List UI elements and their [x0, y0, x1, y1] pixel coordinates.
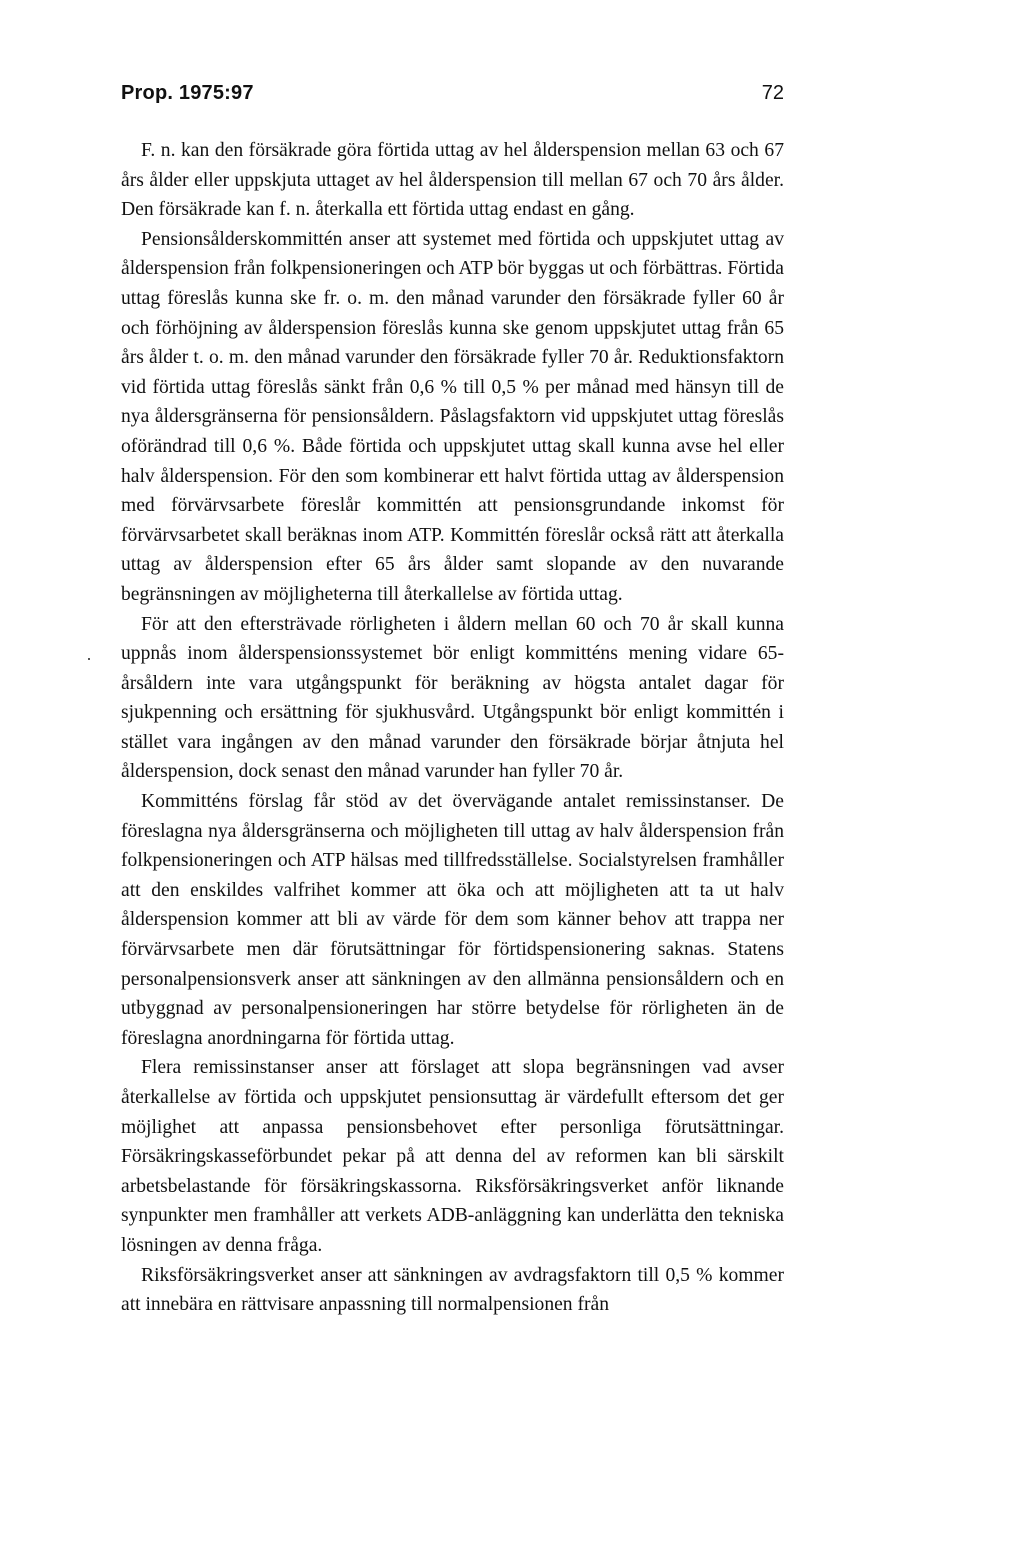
page-number: 72: [761, 82, 784, 104]
page-header: [121, 82, 784, 112]
paragraph: Flera remissinstanser anser att förslaget att slopa begränsningen vad avser återkallelse av förtida och uppskjutet pensionsuttag är värdefullt eftersom det ger möjlighet att anpassa pensionsbehovet efter personliga förutsättningar. Försäkringskasseförbundet pekar på att denna del av reformen kan bli särskilt arbetsbelastande för försäkringskassorna. Riksförsäkringsverket anför liknande synpunkter men framhåller att verkets ADB-anläggning kan underlätta den tekniska lösningen av denna fråga.: [121, 1057, 784, 1256]
scan-speck: [88, 658, 90, 660]
paragraph: För att den eftersträvade rörligheten i åldern mellan 60 och 70 år skall kunna uppnås inom ålderspensionssystemet bör enligt kommitténs mening vidare 65-årsåldern inte vara utgångspunkt för beräkning av högsta antalet dagar för sjukpenning och ersättning för sjukhusvård. Utgångspunkt bör enligt kommittén i stället vara ingången av den månad varunder den försäkrade börjar åtnjuta hel ålderspension, dock senast den månad varunder han fyller 70 år.: [121, 613, 784, 783]
paragraph: Kommitténs förslag får stöd av det övervägande antalet remissinstanser. De föreslagna nya åldersgränserna och möjligheten till uttag av halv ålderspension från folkpensioneringen och ATP hälsas med tillfredsställelse. Socialstyrelsen framhåller att den enskildes valfrihet kommer att öka och att möjligheten att ta ut halv ålderspension kommer att bli av värde för dem som känner behov att trappa ner förvärvsarbete men där förutsättningar för förtidspensionering saknas. Statens personalpensionsverk anser att sänkningen av den allmänna pensionsåldern och en utbyggnad av personalpensioneringen har större betydelse för rörligheten än de föreslagna anordningarna för förtida uttag.: [121, 791, 784, 1049]
body-text: [121, 136, 784, 1320]
paragraph: Pensionsålderskommittén anser att systemet med förtida och uppskjutet uttag av ålderspension från folkpensioneringen och ATP bör byggas ut och förbättras. Förtida uttag föreslås kunna ske fr. o. m. den månad varunder den försäkrade fyller 60 år och förhöjning av ålderspension föreslås kunna ske genom uppskjutet uttag från 65 års ålder t. o. m. den månad varunder den försäkrade fyller 70 år. Reduktionsfaktorn vid förtida uttag föreslås sänkt från 0,6 % till 0,5 % per månad med hänsyn till de nya åldersgränserna för pensionsåldern. Påslagsfaktorn vid uppskjutet uttag föreslås oförändrad till 0,6 %. Både förtida och uppskjutet uttag skall kunna avse hel eller halv ålderspension. För den som kombinerar ett halvt förtida uttag av ålderspension med förvärvsarbete föreslår kommittén att pensionsgrundande inkomst för förvärvsarbetet skall beräknas inom ATP. Kommittén föreslår också rätt att återkalla uttag av ålderspension efter 65 års ålder samt slopande av den nuvarande begränsningen av möjligheterna till återkallelse av förtida uttag.: [121, 228, 784, 605]
document-reference: Prop. 1975:97: [121, 82, 254, 104]
paragraph: F. n. kan den försäkrade göra förtida uttag av hel ålderspension mellan 63 och 67 års ålder eller uppskjuta uttaget av hel ålderspension till mellan 67 och 70 års ålder. Den försäkrade kan f. n. återkalla ett förtida uttag endast en gång.: [121, 140, 784, 221]
paragraph: Riksförsäkringsverket anser att sänkningen av avdragsfaktorn till 0,5 % kommer att innebära en rättvisare anpassning till normalpensionen från: [121, 1264, 784, 1316]
